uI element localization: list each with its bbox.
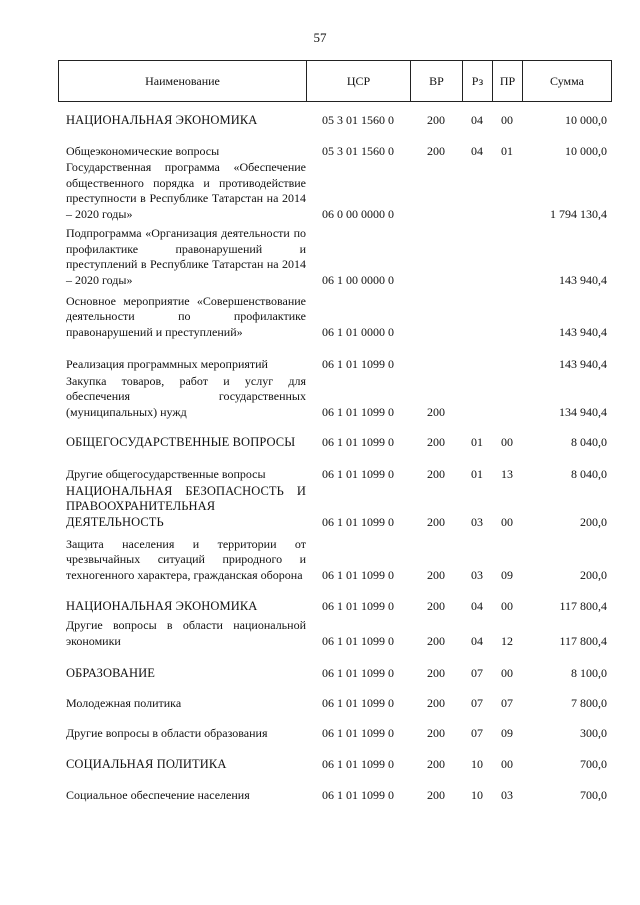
row-pr: 01 xyxy=(501,143,513,158)
row-pr: 00 xyxy=(501,514,513,529)
row-sum: 7 800,0 xyxy=(571,695,607,710)
row-vr: 200 xyxy=(427,633,445,648)
row-vr: 200 xyxy=(427,143,445,158)
column-header-vr: ВР xyxy=(411,61,463,101)
row-sum: 10 000,0 xyxy=(565,112,607,127)
row-name: НАЦИОНАЛЬНАЯ ЭКОНОМИКА xyxy=(66,598,258,613)
row-pr: 09 xyxy=(501,567,513,582)
row-vr: 200 xyxy=(427,567,445,582)
row-csr: 06 1 01 1099 0 xyxy=(322,466,394,481)
row-rz: 04 xyxy=(471,598,483,613)
row-csr: 06 0 00 0000 0 xyxy=(322,206,394,221)
row-name: Общеэкономические вопросы xyxy=(66,143,220,158)
row-rz: 03 xyxy=(471,567,483,582)
row-vr: 200 xyxy=(427,404,445,419)
row-pr: 07 xyxy=(501,695,513,710)
row-sum: 200,0 xyxy=(580,514,607,529)
row-rz: 07 xyxy=(471,665,483,680)
row-sum: 134 940,4 xyxy=(559,404,607,419)
row-sum: 700,0 xyxy=(580,787,607,802)
row-sum: 10 000,0 xyxy=(565,143,607,158)
row-sum: 8 100,0 xyxy=(571,665,607,680)
column-header-name: Наименование xyxy=(59,61,307,101)
row-sum: 200,0 xyxy=(580,567,607,582)
row-vr: 200 xyxy=(427,756,445,771)
row-csr: 05 3 01 1560 0 xyxy=(322,112,394,127)
row-pr: 03 xyxy=(501,787,513,802)
row-name: Подпрограмма «Организация деятельности по профилактике правонарушений и преступлений в Республике Татарстан на 2014 – 2020 годы» xyxy=(66,226,306,287)
row-csr: 06 1 01 1099 0 xyxy=(322,695,394,710)
row-rz: 01 xyxy=(471,466,483,481)
row-sum: 8 040,0 xyxy=(571,434,607,449)
row-pr: 12 xyxy=(501,633,513,648)
row-rz: 10 xyxy=(471,787,483,802)
row-pr: 09 xyxy=(501,725,513,740)
row-sum: 117 800,4 xyxy=(559,633,607,648)
row-name: Закупка товаров, работ и услуг для обеспечения государственных (муниципальных) нужд xyxy=(66,373,306,419)
row-name: ОБРАЗОВАНИЕ xyxy=(66,665,155,680)
row-sum: 300,0 xyxy=(580,725,607,740)
row-rz: 04 xyxy=(471,112,483,127)
row-name: Другие вопросы в области национальной экономики xyxy=(66,618,306,648)
row-name: НАЦИОНАЛЬНАЯ БЕЗОПАСНОСТЬ И ПРАВООХРАНИТЕЛЬНАЯ ДЕЯТЕЛЬНОСТЬ xyxy=(66,483,306,529)
row-sum: 143 940,4 xyxy=(559,356,607,371)
row-sum: 700,0 xyxy=(580,756,607,771)
row-sum: 1 794 130,4 xyxy=(550,206,607,221)
row-rz: 03 xyxy=(471,514,483,529)
row-rz: 04 xyxy=(471,143,483,158)
row-sum: 117 800,4 xyxy=(559,598,607,613)
column-header-pr: ПР xyxy=(493,61,523,101)
row-csr: 06 1 01 0000 0 xyxy=(322,324,394,339)
row-pr: 13 xyxy=(501,466,513,481)
row-name: Другие вопросы в области образования xyxy=(66,725,268,740)
row-rz: 01 xyxy=(471,434,483,449)
row-csr: 06 1 01 1099 0 xyxy=(322,434,394,449)
row-vr: 200 xyxy=(427,695,445,710)
row-pr: 00 xyxy=(501,756,513,771)
page-number: 57 xyxy=(313,30,327,45)
row-name: Защита населения и территории от чрезвычайных ситуаций природного и техногенного характера, гражданская оборона xyxy=(66,536,306,582)
row-pr: 00 xyxy=(501,434,513,449)
row-name: Социальное обеспечение населения xyxy=(66,787,250,802)
row-name: СОЦИАЛЬНАЯ ПОЛИТИКА xyxy=(66,756,227,771)
row-csr: 06 1 01 1099 0 xyxy=(322,514,394,529)
row-csr: 06 1 01 1099 0 xyxy=(322,725,394,740)
row-sum: 143 940,4 xyxy=(559,324,607,339)
column-header-csr: ЦСР xyxy=(307,61,411,101)
row-name: Другие общегосударственные вопросы xyxy=(66,466,266,481)
row-csr: 06 1 00 0000 0 xyxy=(322,272,394,287)
row-rz: 10 xyxy=(471,756,483,771)
row-name: Молодежная политика xyxy=(66,695,182,710)
row-sum: 8 040,0 xyxy=(571,466,607,481)
row-csr: 06 1 01 1099 0 xyxy=(322,756,394,771)
row-vr: 200 xyxy=(427,514,445,529)
row-vr: 200 xyxy=(427,466,445,481)
column-header-sum: Сумма xyxy=(550,74,584,88)
row-csr: 06 1 01 1099 0 xyxy=(322,356,394,371)
column-header-rz: Рз xyxy=(463,61,493,101)
row-csr: 06 1 01 1099 0 xyxy=(322,633,394,648)
row-rz: 07 xyxy=(471,725,483,740)
row-csr: 06 1 01 1099 0 xyxy=(322,404,394,419)
row-name: Реализация программных мероприятий xyxy=(66,356,268,371)
row-vr: 200 xyxy=(427,665,445,680)
row-rz: 04 xyxy=(471,633,483,648)
row-sum: 143 940,4 xyxy=(559,272,607,287)
row-rz: 07 xyxy=(471,695,483,710)
row-pr: 00 xyxy=(501,112,513,127)
row-name: ОБЩЕГОСУДАРСТВЕННЫЕ ВОПРОСЫ xyxy=(66,434,296,449)
row-csr: 06 1 01 1099 0 xyxy=(322,665,394,680)
row-vr: 200 xyxy=(427,434,445,449)
row-vr: 200 xyxy=(427,787,445,802)
row-name: Основное мероприятие «Совершенствование деятельности по профилактике правонарушений и преступлений» xyxy=(66,293,306,339)
row-vr: 200 xyxy=(427,112,445,127)
row-pr: 00 xyxy=(501,598,513,613)
row-csr: 05 3 01 1560 0 xyxy=(322,143,394,158)
row-csr: 06 1 01 1099 0 xyxy=(322,598,394,613)
row-pr: 00 xyxy=(501,665,513,680)
row-csr: 06 1 01 1099 0 xyxy=(322,787,394,802)
row-name: НАЦИОНАЛЬНАЯ ЭКОНОМИКА xyxy=(66,112,258,127)
row-vr: 200 xyxy=(427,725,445,740)
row-name: Государственная программа «Обеспечение общественного порядка и противодействие преступности в Республике Татарстан на 2014 – 2020 годы» xyxy=(66,160,306,221)
row-vr: 200 xyxy=(427,598,445,613)
row-csr: 06 1 01 1099 0 xyxy=(322,567,394,582)
